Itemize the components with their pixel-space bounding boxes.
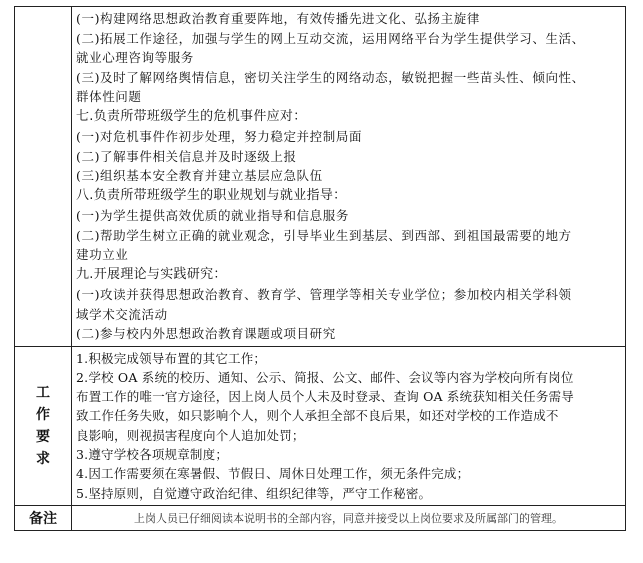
duty-line: (一)为学生提供高效优质的就业指导和信息服务 <box>76 208 349 223</box>
requirement-line: 4.因工作需要须在寒暑假、节假日、周休日处理工作，须无条件完成； <box>76 466 470 482</box>
duties-label-cell <box>15 7 72 347</box>
requirements-content-cell <box>72 346 626 505</box>
duty-line: 就业心理咨询等服务 <box>76 50 194 65</box>
note-label: 备注 <box>29 510 57 527</box>
duties-row <box>15 7 626 347</box>
duty-line: (一)构建网络思想政治教育重要阵地，有效传播先进文化、弘扬主旋律 <box>76 11 480 26</box>
note-label-cell <box>15 505 72 530</box>
duty-section-heading: 八.负责所带班级学生的职业规划与就业指导： <box>76 187 347 203</box>
note-text: 上岗人员已仔细阅读本说明书的全部内容，同意并接受以上岗位要求及所属部门的管理。 <box>134 511 563 525</box>
duty-line: (三)及时了解网络舆情信息，密切关注学生的网络动态，敏锐把握一些苗头性、倾向性、 <box>76 69 585 85</box>
duties-list <box>76 9 621 344</box>
requirement-line: 良影响，则视损害程度向个人追加处罚； <box>76 427 305 443</box>
requirements-list <box>76 349 621 503</box>
duty-line: (一)攻读并获得思想政治教育、教育学、管理学等相关专业学位；参加校内相关学科领 <box>76 287 572 302</box>
requirement-line: 1.积极完成领导布置的其它工作； <box>76 350 267 366</box>
note-text-cell <box>72 505 626 530</box>
duty-line: (一)对危机事件作初步处理，努力稳定并控制局面 <box>76 129 363 144</box>
requirements-row <box>15 346 626 505</box>
duty-section-heading: 七.负责所带班级学生的危机事件应对： <box>76 108 307 124</box>
requirement-line: 布置工作的唯一官方途径，因上岗人员个人未及时登录、查询 OA 系统获知相关任务需导 <box>76 389 574 405</box>
note-row <box>15 505 626 530</box>
requirements-label-char: 工 <box>36 384 50 401</box>
requirements-label-char: 要 <box>36 428 50 445</box>
duty-line: 建功立业 <box>76 247 129 262</box>
duty-line: (三)组织基本安全教育并建立基层应急队伍 <box>76 168 323 183</box>
duty-line: (二)拓展工作途径，加强与学生的网上互动交流，运用网络平台为学生提供学习、生活、 <box>76 30 585 46</box>
requirements-label-char: 作 <box>36 406 50 423</box>
duty-line: (二)帮助学生树立正确的就业观念，引导毕业生到基层、到西部、到祖国最需要的地方 <box>76 227 572 243</box>
duty-line: (二)参与校内外思想政治教育课题或项目研究 <box>76 326 336 341</box>
job-description-sheet <box>14 6 626 531</box>
requirements-label-char: 求 <box>36 450 50 467</box>
duty-line: (二)了解事件相关信息并及时逐级上报 <box>76 148 297 164</box>
duty-line: 域学术交流活动 <box>76 306 168 322</box>
requirement-line: 致工作任务失败，如只影响个人，则个人承担全部不良后果，如还对学校的工作造成不 <box>76 408 559 424</box>
duties-content-cell <box>72 7 626 347</box>
duty-line: 群体性问题 <box>76 89 142 104</box>
requirement-line: 3.遵守学校各项规章制度； <box>76 446 229 462</box>
requirement-line: 5.坚持原则，自觉遵守政治纪律、组织纪律等，严守工作秘密。 <box>76 485 432 501</box>
requirement-line: 2.学校 OA 系统的校历、通知、公示、简报、公文、邮件、会议等内容为学校向所有岗位 <box>76 369 574 385</box>
duty-section-heading: 九.开展理论与实践研究： <box>76 266 227 282</box>
job-description-table <box>14 6 626 531</box>
requirements-label-cell <box>15 346 72 505</box>
